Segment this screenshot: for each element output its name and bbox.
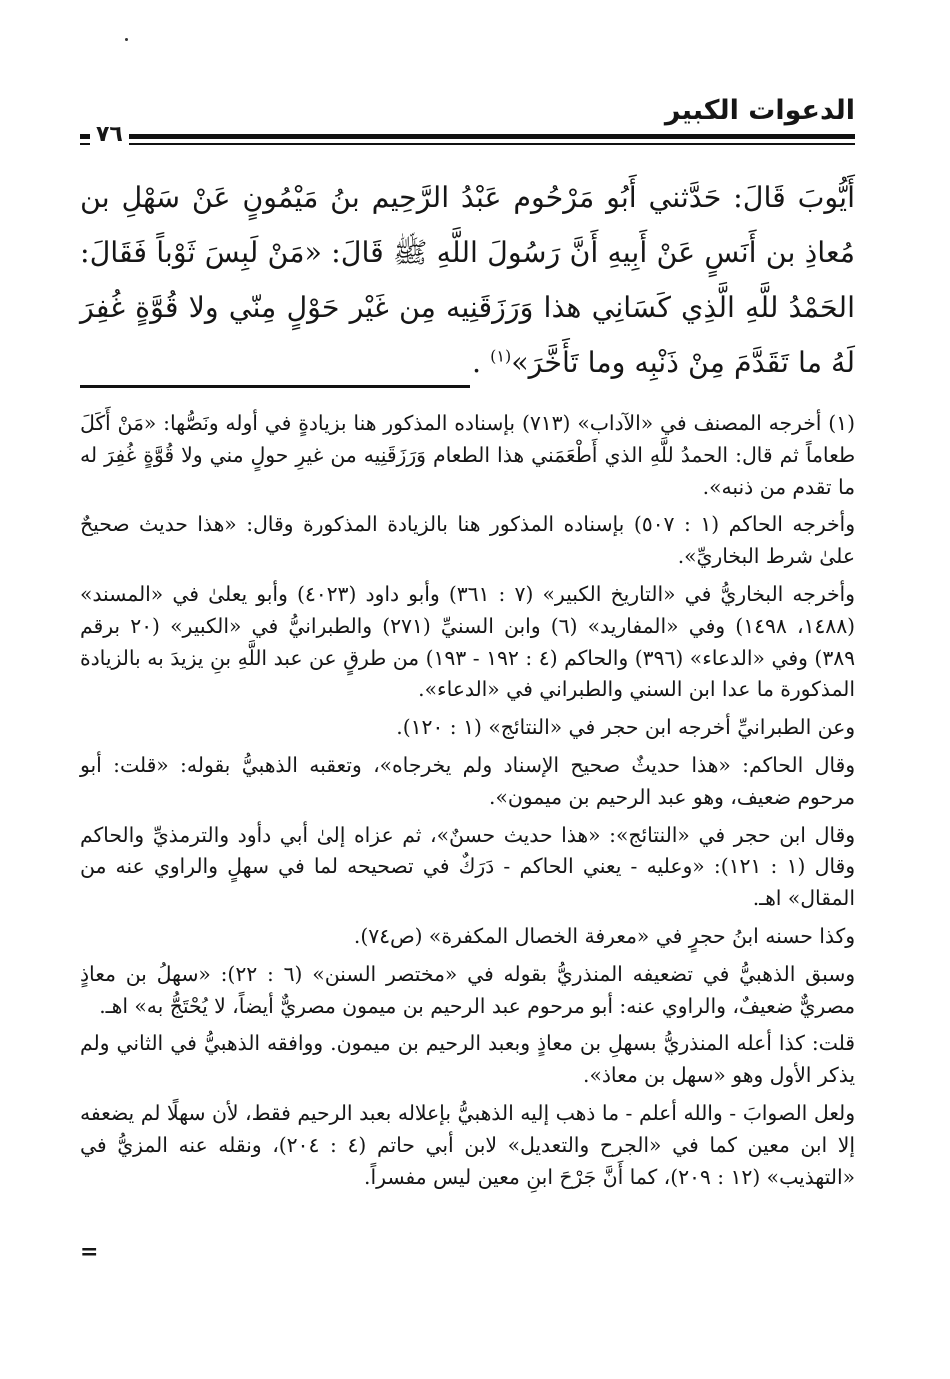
header-rule-thick <box>80 134 855 139</box>
hadith-body: أَيُّوبَ قَالَ: حَدَّثني أَبُو مَرْحُوم عَبْدُ الرَّحِيم بنُ مَيْمُونٍ عَنْ سَهْلِ بن مُعاذِ بن أَنَسٍ عَنْ أَبِيهِ أَنَّ رَسُولَ اللَّهِ ﷺ قَالَ: «مَنْ لَبِسَ ثَوْباً فَقَالَ: الحَمْدُ للَّهِ الَّذِي كَسَانِي هذا وَرَزَقَنِيه مِن غَيْر حَوْلٍ مِنّي ولا قُوَّةٍ غُفِرَ لَهُ ما تَقَدَّمَ مِنْ ذَنْبِه وما تَأَخَّرَ» <box>80 181 855 379</box>
footnotes-section <box>80 408 855 1199</box>
page-header <box>80 92 855 154</box>
footnote-paragraph: وكذا حسنه ابنُ حجرٍ في «معرفة الخصال المكفرة» (ص٧٤). <box>353 923 855 948</box>
book-page <box>80 0 855 1379</box>
footnote-separator <box>80 385 470 388</box>
footnote-paragraph: وقال ابن حجر في «النتائج»: «هذا حديث حسنٌ»، ثم عزاه إلىٰ أبي دأود والترمذيِّ والحاكم وقال (١ : ١٢١): «وعليه - يعني الحاكم - دَرَكٌ في تصحيحه لما في سهلٍ والراوي عنه من المقال» اهـ. <box>80 822 856 911</box>
footnote-paragraph: وأخرجه البخاريُّ في «التاريخ الكبير» (٧ : ٣٦١) وأبو داود (٤٠٢٣) وأبو يعلىٰ في «المسند» (١٤٨٨، ١٤٩٨) وفي «المفاريد» (٦) وابن السنيِّ (٢٧١) والطبرانيُّ في «الكبير» (٢٠ برقم ٣٨٩) وفي «الدعاء» (٣٩٦) والحاكم (٤ : ١٩٢ - ١٩٣) من طرقٍ عن عبد اللَّهِ بنِ يزيدَ به بالزيادة المذكورة ما عدا ابن السني والطبراني في «الدعاء». <box>80 581 856 702</box>
continuation-mark: = <box>80 1239 99 1265</box>
footnote-paragraph: ولعل الصوابَ - والله أعلم - ما ذهب إليه الذهبيُّ بإعلاله بعبد الرحيم فقط، لأن سهلًا لم يضعفه إلا ابن معين كما في «الجرح والتعديل» لابن أبي حاتم (٤ : ٢٠٤)، ونقله عنه المزيُّ في «التهذيب» (١٢ : ٢٠٩)، كما أَنَّ جَرْحَ ابنِ معين ليس مفسراً. <box>80 1100 855 1189</box>
print-speck <box>125 38 128 41</box>
footnote-reference: (١) <box>490 346 512 366</box>
hadith-tail: . <box>471 346 491 379</box>
footnote-paragraph: وعن الطبرانيِّ أخرجه ابن حجر في «النتائج» (١ : ١٢٠). <box>396 715 855 740</box>
footnote-paragraph: وسبق الذهبيُّ في تضعيفه المنذريُّ بقوله في «مختصر السنن» (٦ : ٢٢): «سهلُ بن معاذٍ مصريٌّ ضعيفٌ، والراوي عنه: أبو مرحوم عبد الرحيم بن ميمون مصريٌّ أيضاً، لا يُحْتَجُّ به» اهـ. <box>80 961 855 1018</box>
header-rule-thin <box>80 143 855 145</box>
running-title: الدعوات الكبير <box>664 95 855 126</box>
hadith-main-text <box>80 170 855 390</box>
footnote-paragraph: وأخرجه الحاكم (١ : ٥٠٧) بإسناده المذكور هنا بالزيادة المذكورة وقال: «هذا حديث صحيحٌ علىٰ شرط البخاريِّ». <box>80 512 855 569</box>
footnote-paragraph: قلت: كذا أعله المنذريُّ بسهلِ بن معاذٍ وبعبد الرحيم بن ميمون. ووافقه الذهبيُّ في الثاني ولم يذكر الأول وهو «سهل بن معاذ». <box>80 1031 855 1088</box>
page-number: ٧٦ <box>90 122 129 148</box>
footnote-paragraph: (١) أخرجه المصنف في «الآداب» (٧١٣) بإسناده المذكور هنا بزيادةٍ في أوله ونَصُّها: «مَنْ أَكَلَ طعاماً ثم قال: الحمدُ للَّهِ الذي أَطْعَمَني هذا الطعام وَرَزَقَنِيه من غيرِ حولٍ مني ولا قُوَّةٍ غُفِرَ له ما تقدم من ذنبه». <box>80 411 855 499</box>
footnote-paragraph: وقال الحاكم: «هذا حديثٌ صحيح الإسناد ولم يخرجاه»، وتعقبه الذهبيُّ بقوله: «قلت: أبو مرحوم ضعيف، وهو عبد الرحيم بن ميمون». <box>80 752 855 809</box>
